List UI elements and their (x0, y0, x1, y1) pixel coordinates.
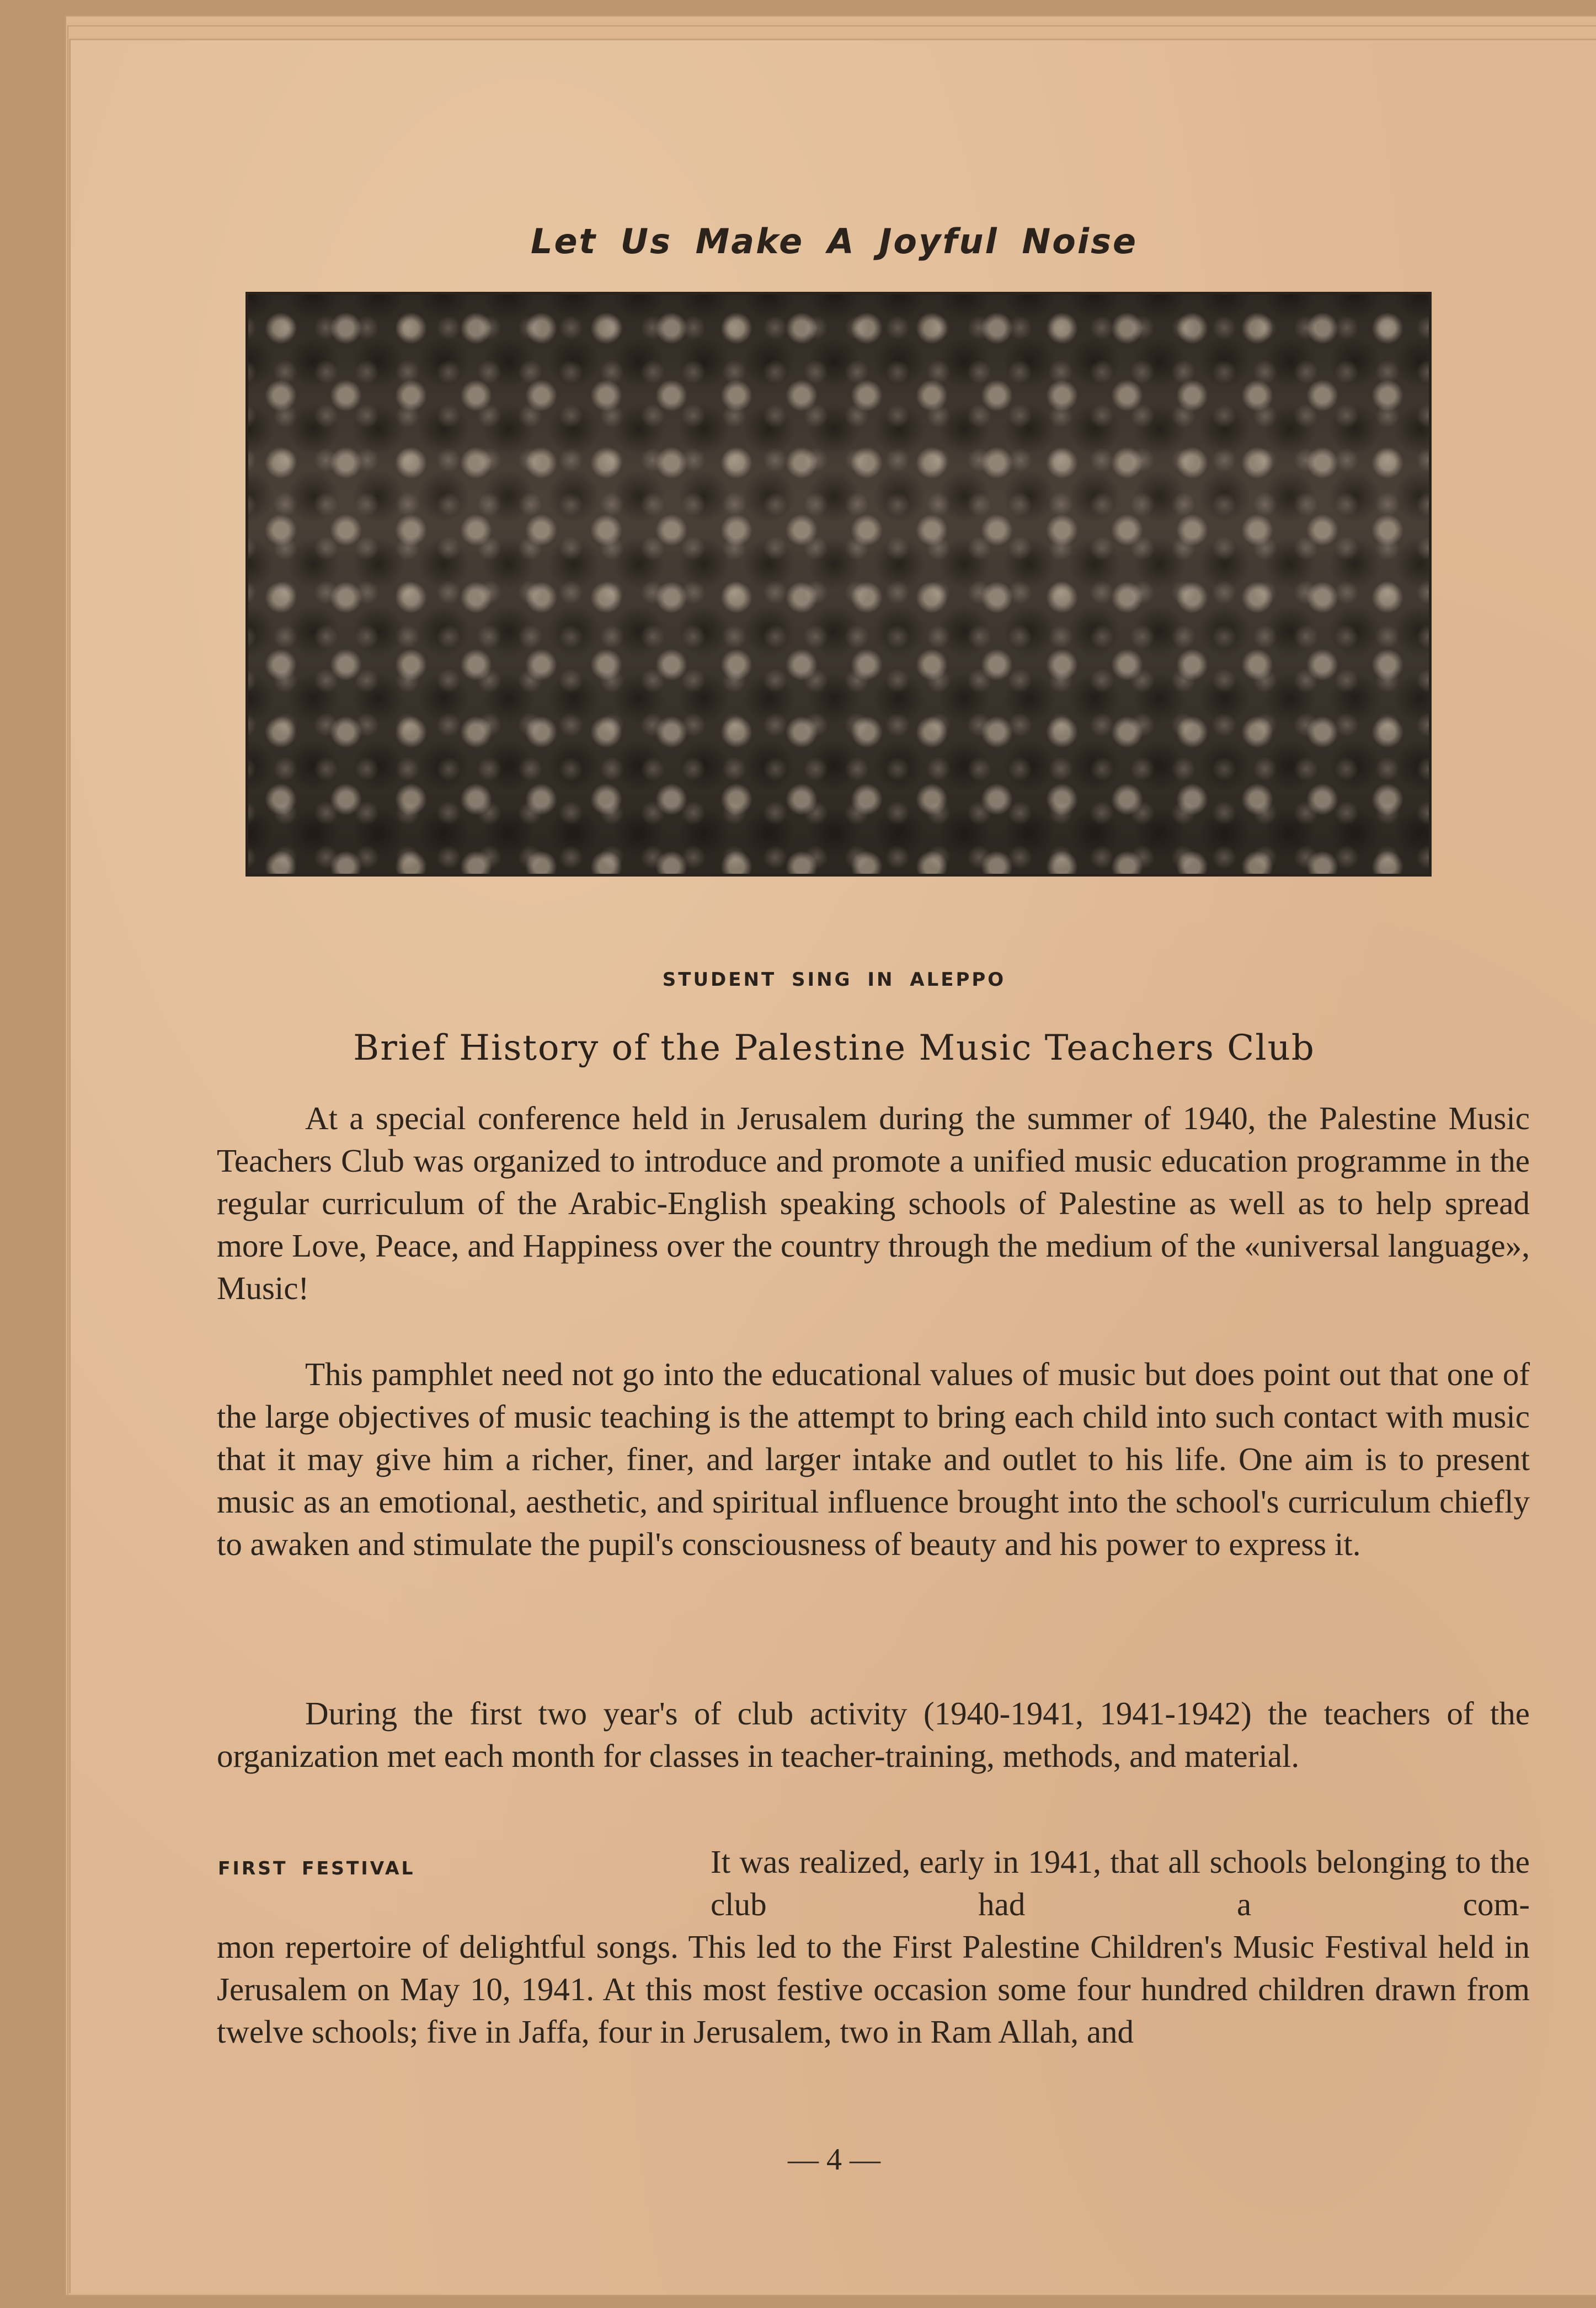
side-label-first-festival: FIRST FESTIVAL (218, 1857, 415, 1879)
paragraph-1: At a special conference held in Jerusalem during the summer of 1940, the Palestine Music Teachers Club was organized to introduce and promote a unified music education programme in the regular curriculum of the Arabic-English speaking schools of Palestine as well as to help spread more Love, Peace, and Happiness over the country through the medium of the «universal language», Music! (217, 1100, 1530, 1306)
festival-paragraph-continued: mon repertoire of delightful songs. This led to the First Palestine Children's Music Festival held in Jerusalem on May 10, 1941. At this most festive occasion some four hundred children drawn from twelve schools; five in Jaffa, four in Jerusalem, two in Ram Allah, and (217, 1928, 1530, 2050)
paragraph-3: During the first two year's of club activity (1940-1941, 1941-1942) the teachers of the organization met each month for classes in teacher-training, methods, and material. (217, 1695, 1530, 1774)
choir-photo (245, 292, 1432, 877)
pamphlet-page (69, 39, 1596, 2293)
page-title: Let Us Make A Joyful Noise (530, 221, 1138, 261)
page-number: — 4 — (788, 2143, 880, 2177)
paragraph-2: This pamphlet need not go into the educational values of music but does point out that one of the large objectives of music teaching is the attempt to bring each child into such contact with music that it may give him a richer, finer, and larger intake and outlet to his life. One aim is to present music as an emotional, aesthetic, and spiritual influence brought into the school's curriculum chiefly to awaken and stimulate the pupil's consciousness of beauty and his power to express it. (217, 1356, 1530, 1562)
photo-grain (248, 295, 1429, 874)
festival-paragraph-opening: It was realized, early in 1941, that all schools belonging to the club had a com- (711, 1844, 1530, 1922)
section-heading: Brief History of the Palestine Music Teachers Club (353, 1028, 1315, 1068)
photo-caption: STUDENT SING IN ALEPPO (662, 969, 1006, 991)
